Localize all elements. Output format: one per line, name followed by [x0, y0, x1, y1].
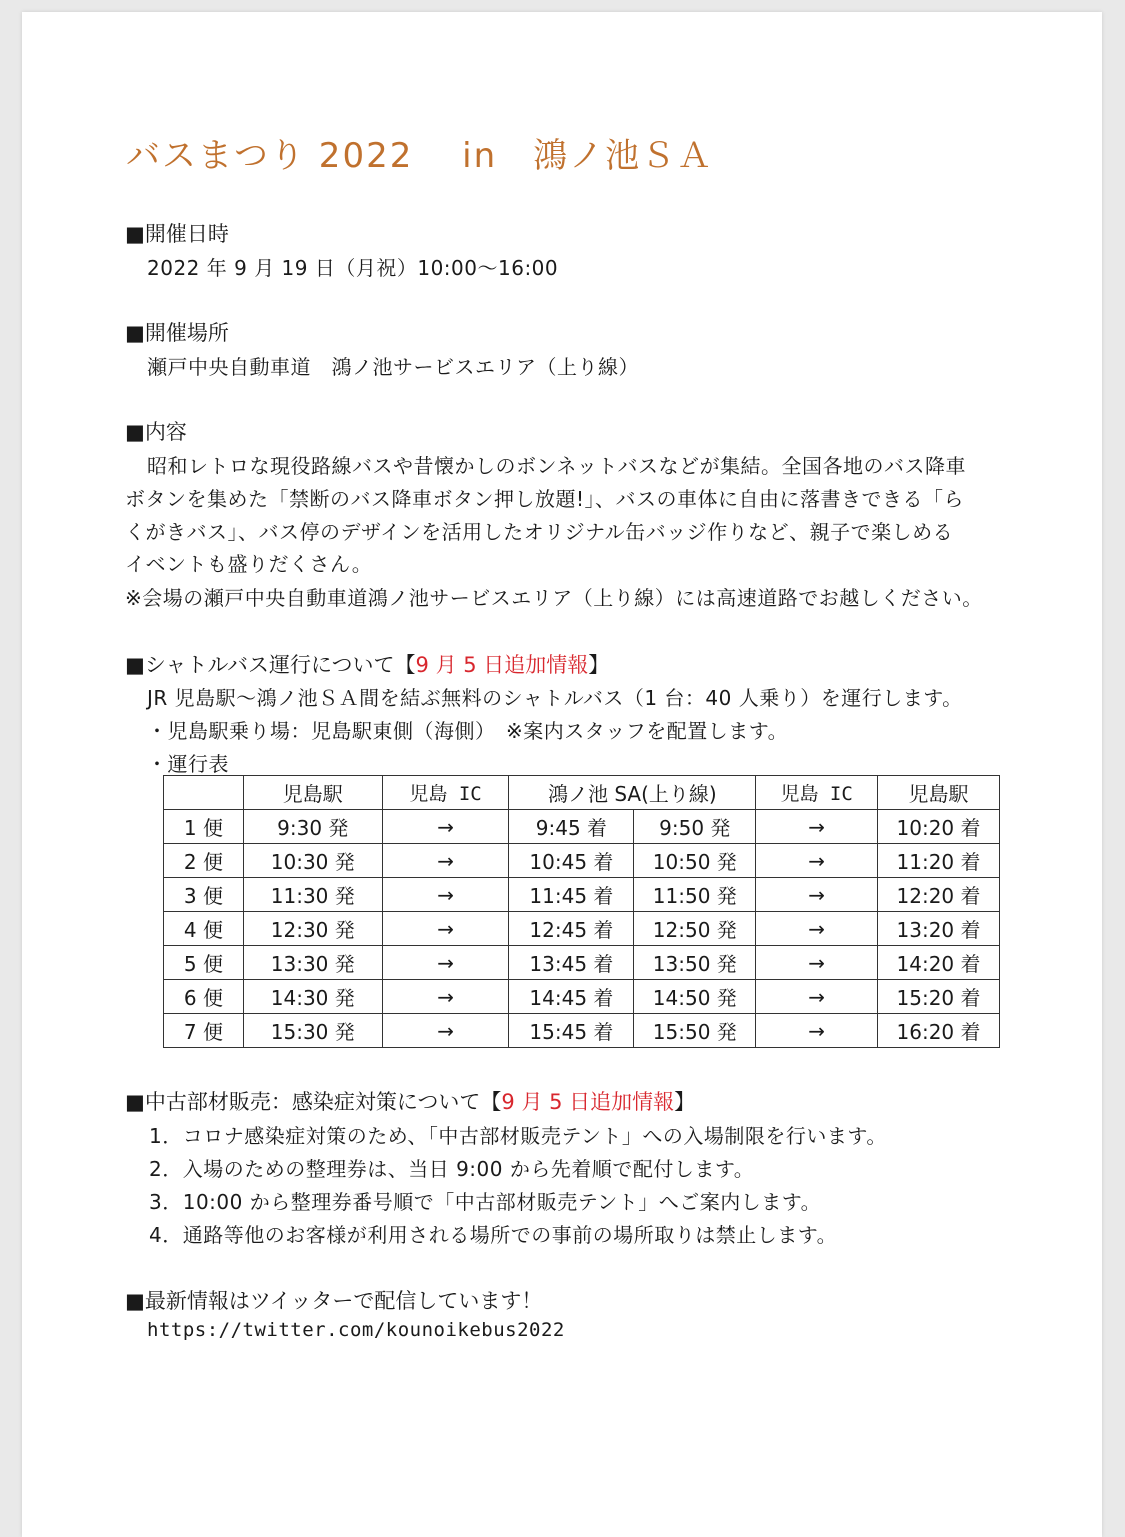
venue-text: 瀬戸中央自動車道 鴻ノ池サービスエリア（上り線）: [147, 355, 639, 379]
sale-update-tag: 9 月 5 日追加情報: [501, 1090, 675, 1114]
table-cell: →: [382, 946, 509, 980]
content-line: 昭和レトロな現役路線バスや昔懐かしのボンネットバスなどが集結。全国各地のバス降車: [147, 454, 966, 478]
timetable-header-cell: 児島駅: [243, 776, 382, 810]
shuttle-tag-close: 】: [588, 653, 610, 677]
table-row: [164, 878, 1000, 912]
shuttle-update-tag: 9 月 5 日追加情報: [415, 653, 589, 677]
table-cell: 6 便: [164, 980, 244, 1014]
table-cell: 15:30 発: [243, 1014, 382, 1048]
table-cell: 15:45 着: [509, 1014, 634, 1048]
table-cell: 10:50 発: [634, 844, 756, 878]
table-cell: 10:30 発: [243, 844, 382, 878]
table-cell: 10:20 着: [878, 810, 1000, 844]
twitter-heading: ■最新情報はツイッターで配信しています！: [125, 1289, 543, 1313]
timetable-header-cell: [164, 776, 244, 810]
table-cell: 14:45 着: [509, 980, 634, 1014]
table-row: [164, 912, 1000, 946]
table-cell: 3 便: [164, 878, 244, 912]
table-cell: →: [382, 844, 509, 878]
page-title: バスまつり 2022 in 鴻ノ池ＳＡ: [126, 136, 714, 176]
sale-tag-open: 【: [480, 1090, 502, 1114]
table-row: [164, 980, 1000, 1014]
table-cell: 11:30 発: [243, 878, 382, 912]
timetable-header-cell: 児島駅: [878, 776, 1000, 810]
table-cell: 14:20 着: [878, 946, 1000, 980]
timetable-header-cell: 児島 IC: [382, 776, 509, 810]
table-cell: 13:50 発: [634, 946, 756, 980]
timetable-header-cell: 鴻ノ池 SA(上り線): [509, 776, 756, 810]
table-cell: →: [382, 912, 509, 946]
shuttle-timetable: [163, 775, 1000, 1048]
table-cell: 12:30 発: [243, 912, 382, 946]
table-cell: 4 便: [164, 912, 244, 946]
content-line: イベントも盛りだくさん。: [125, 552, 373, 576]
shuttle-tag-open: 【: [394, 653, 416, 677]
table-cell: →: [756, 878, 878, 912]
timetable-header-cell: 児島 IC: [756, 776, 878, 810]
sale-item: 4．通路等他のお客様が利用される場所での事前の場所取りは禁止します。: [149, 1223, 838, 1247]
table-cell: 9:45 着: [509, 810, 634, 844]
table-cell: →: [382, 810, 509, 844]
shuttle-desc: JR 児島駅～鴻ノ池ＳＡ間を結ぶ無料のシャトルバス（1 台：40 人乗り）を運行します。: [147, 686, 963, 710]
table-cell: 15:50 発: [634, 1014, 756, 1048]
table-cell: 1 便: [164, 810, 244, 844]
table-cell: 9:50 発: [634, 810, 756, 844]
table-cell: 12:20 着: [878, 878, 1000, 912]
table-row: [164, 1014, 1000, 1048]
table-cell: 2 便: [164, 844, 244, 878]
sale-item: 2．入場のための整理券は、当日 9:00 から先着順で配付します。: [149, 1157, 755, 1181]
table-cell: 14:30 発: [243, 980, 382, 1014]
table-cell: →: [382, 980, 509, 1014]
table-row: [164, 844, 1000, 878]
content-line: くがきバス」、バス停のデザインを活用したオリジナル缶バッジ作りなど、親子で楽しめる: [125, 520, 954, 544]
table-cell: 15:20 着: [878, 980, 1000, 1014]
shuttle-timetable-label: ・運行表: [147, 752, 229, 776]
table-cell: →: [382, 878, 509, 912]
table-cell: →: [756, 810, 878, 844]
table-cell: 12:50 発: [634, 912, 756, 946]
content-note: ※会場の瀬戸中央自動車道鴻ノ池サービスエリア（上り線）には高速道路でお越しください。: [125, 586, 983, 610]
table-cell: 10:45 着: [509, 844, 634, 878]
twitter-link[interactable]: https://twitter.com/kounoikebus2022: [147, 1319, 565, 1341]
table-cell: 9:30 発: [243, 810, 382, 844]
table-cell: →: [756, 912, 878, 946]
table-cell: 5 便: [164, 946, 244, 980]
date-heading: ■開催日時: [125, 222, 229, 246]
table-cell: →: [756, 980, 878, 1014]
table-cell: →: [382, 1014, 509, 1048]
table-row: [164, 946, 1000, 980]
sale-heading: [125, 1086, 695, 1116]
shuttle-heading: [125, 649, 609, 679]
table-cell: 13:30 発: [243, 946, 382, 980]
sale-item: 1．コロナ感染症対策のため、「中古部材販売テント」への入場制限を行います。: [149, 1124, 887, 1148]
sale-heading-text: ■中古部材販売：感染症対策について: [125, 1090, 481, 1114]
document-page: [22, 12, 1102, 1537]
content-line: ボタンを集めた「禁断のバス降車ボタン押し放題!」、バスの車体に自由に落書きできる「ら: [125, 487, 965, 511]
table-cell: 13:20 着: [878, 912, 1000, 946]
content-heading: ■内容: [125, 420, 187, 444]
table-row: [164, 810, 1000, 844]
shuttle-heading-text: ■シャトルバス運行について: [125, 653, 395, 677]
table-cell: 11:20 着: [878, 844, 1000, 878]
table-cell: →: [756, 844, 878, 878]
date-text: 2022 年 9 月 19 日（月祝）10:00～16:00: [147, 256, 559, 280]
timetable-body: [164, 810, 1000, 1048]
table-cell: 7 便: [164, 1014, 244, 1048]
timetable-header-row: [164, 776, 1000, 810]
venue-heading: ■開催場所: [125, 321, 229, 345]
table-cell: 11:50 発: [634, 878, 756, 912]
table-cell: 11:45 着: [509, 878, 634, 912]
table-cell: 12:45 着: [509, 912, 634, 946]
table-cell: →: [756, 1014, 878, 1048]
sale-item: 3．10:00 から整理券番号順で「中古部材販売テント」へご案内します。: [149, 1190, 822, 1214]
shuttle-pickup: ・児島駅乗り場：児島駅東側（海側） ※案内スタッフを配置します。: [147, 719, 789, 743]
sale-tag-close: 】: [674, 1090, 696, 1114]
table-cell: 14:50 発: [634, 980, 756, 1014]
table-cell: 13:45 着: [509, 946, 634, 980]
table-cell: 16:20 着: [878, 1014, 1000, 1048]
table-cell: →: [756, 946, 878, 980]
